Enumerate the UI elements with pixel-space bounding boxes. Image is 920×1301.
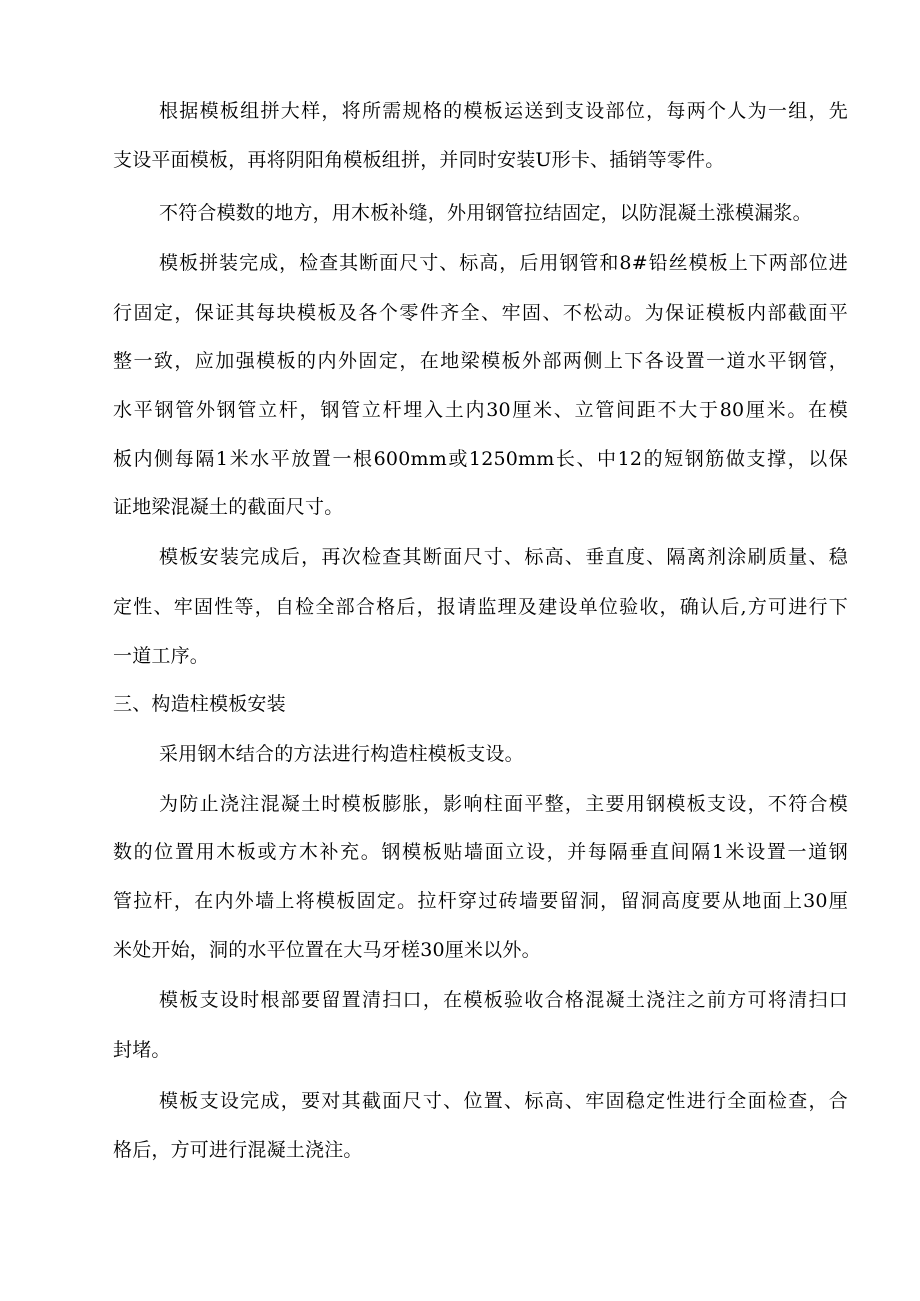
paragraph-line: 管拉杆，在内外墙上将模板固定。拉杆穿过砖墙要留洞，留洞高度要从地面上30厘	[113, 890, 848, 912]
paragraph-line: 模板拼装完成，检查其断面尺寸、标高，后用钢管和8#铅丝模板上下两部位进	[159, 252, 848, 274]
section-heading: 三、构造柱模板安装	[113, 693, 286, 715]
paragraph-line: 支设平面模板，再将阴阳角模板组拼，并同时安装U形卡、插销等零件。	[113, 149, 725, 171]
paragraph-line: 模板支设完成，要对其截面尺寸、位置、标高、牢固稳定性进行全面检查，合	[159, 1090, 848, 1112]
paragraph-line: 行固定，保证其每块模板及各个零件齐全、牢固、不松动。为保证模板内部截面平	[113, 302, 848, 324]
paragraph-line: 整一致，应加强模板的内外固定，在地梁模板外部两侧上下各设置一道水平钢管，	[113, 350, 848, 372]
paragraph-line: 定性、牢固性等，自检全部合格后，报请监理及建设单位验收，确认后,方可进行下	[113, 596, 848, 618]
paragraph-line: 格后，方可进行混凝土浇注。	[113, 1139, 363, 1161]
paragraph-line: 根据模板组拼大样，将所需规格的模板运送到支设部位，每两个人为一组，先	[159, 100, 848, 122]
paragraph-line: 板内侧每隔1米水平放置一根600mm或1250mm长、中12的短钢筋做支撑，以保	[113, 448, 848, 470]
paragraph-line: 模板安装完成后，再次检查其断面尺寸、标高、垂直度、隔离剂涂刷质量、稳	[159, 546, 848, 568]
paragraph-line: 米处开始，洞的水平位置在大马牙槎30厘米以外。	[113, 939, 541, 961]
paragraph-line: 一道工序。	[113, 645, 210, 667]
paragraph-line: 封堵。	[113, 1039, 171, 1061]
paragraph-line: 数的位置用木板或方木补充。钢模板贴墙面立设，并每隔垂直间隔1米设置一道钢	[113, 841, 848, 863]
paragraph-line: 采用钢木结合的方法进行构造柱模板支设。	[159, 743, 524, 765]
paragraph-line: 模板支设时根部要留置清扫口，在模板验收合格混凝土浇注之前方可将清扫口	[159, 989, 848, 1011]
paragraph-line: 水平钢管外钢管立杆，钢管立杆埋入土内30厘米、立管间距不大于80厘米。在模	[113, 399, 848, 421]
paragraph-line: 为防止浇注混凝土时模板膨胀，影响柱面平整，主要用钢模板支设，不符合模	[159, 793, 848, 815]
paragraph-line: 证地梁混凝土的截面尺寸。	[113, 496, 344, 518]
paragraph-line: 不符合模数的地方，用木板补缝，外用钢管拉结固定，以防混凝土涨模漏浆。	[159, 202, 812, 224]
